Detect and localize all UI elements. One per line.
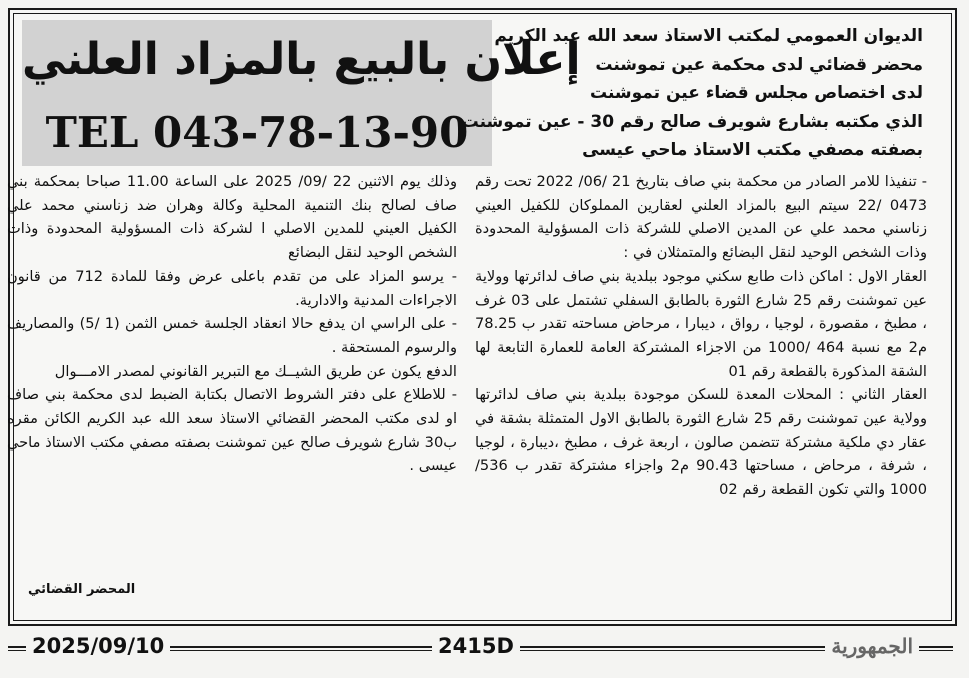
banner-phone: TEL 043-78-13-90 xyxy=(45,108,469,157)
banner-title: إعلان بالبيع بالمزاد العلني xyxy=(22,34,581,85)
announcement-banner xyxy=(22,20,581,166)
property-two-paragraph: العقار الثاني : المحلات المعدة للسكن موجودة ببلدية بني صاف لدائرتها وولاية عين تموشنت رقم 25 شارع الثورة بالطابق الاول المتمثلة بشقة في عقار دي ملكية مشتركة تتضمن صالون ، اربعة غرف ، مطبخ ،ديبارة ، لوجيا ، شرفة ، مرحاض ، مساحتها 90.43 م2 واجزاء مشتركة تقدر ب 536/ 1000 والتي تكون القطعة رقم 02 xyxy=(475,386,927,499)
newspaper-logo: الجمهورية xyxy=(825,632,919,660)
office-line: لدى اختصاص مجلس قضاء عين تموشنت xyxy=(589,83,923,103)
notice-code: 2415D xyxy=(432,632,520,660)
office-line: بصفته مصفي مكتب الاستاذ ماحي عيسى xyxy=(582,140,923,160)
order-paragraph: - تنفيذا للامر الصادر من محكمة بني صاف بتاريخ 21 /06/ 2022 تحت رقم 0473 /22 سيتم البيع بالمزاد العلني لعقارين المملوكان للكفيل العيني زناسني محمد علي عن المدين الاصلي للشركة ذات المسؤولية المحدودة وذات الشخص الوحيد لنقل البضائع والمتمثلان في : xyxy=(475,173,927,262)
bid-rule-paragraph: - يرسو المزاد على من تقدم باعلى عرض وفقا للمادة 712 من قانون الاجراءات المدنية والادارية. xyxy=(7,267,458,309)
bailiff-signature: المحضر القضائي xyxy=(28,582,136,597)
left-text-column xyxy=(7,170,457,478)
cheque-paragraph: الدفع يكون عن طريق الشيــك مع التبرير القانوني لمصدر الامـــوال xyxy=(54,362,457,380)
right-text-column xyxy=(475,170,927,502)
sale-date-paragraph: وذلك يوم الاثنين 22 /09/ 2025 على الساعة 11.00 صباحا بمحكمة بني صاف لصالح بنك التنمية المحلية وكالة وهران ضد زناسني محمد علي الكفيل العيني للمدين الاصلي ا لشركة ذات المسؤولية المحدودة وذات الشخص الوحيد لنقل البضائع xyxy=(7,173,458,262)
office-line: محضر قضائي لدى محكمة عين تموشنت xyxy=(595,54,923,75)
property-one-paragraph: العقار الاول : اماكن ذات طابع سكني موجود ببلدية بني صاف لدائرتها وولاية عين تموشنت رقم 25 شارع الثورة بالطابق السفلي تشتمل على 03 غرف ، مطبخ ، مقصورة ، لوجيا ، رواق ، ديبارا ، مرحاض مساحته تقدر ب 78.25 م2 مع نسبة 464 /1000 من الاجزاء المشتركة العامة للعمارة التابعة لها الشقة المذكورة بالقطعة رقم 01 xyxy=(475,267,928,380)
office-line: الذي مكتبه بشارع شويرف صالح رقم 30 - عين تموشنت xyxy=(461,111,923,132)
publication-date: 2025/09/10 xyxy=(26,632,170,660)
office-line: الديوان العمومي لمكتب الاستاذ سعد الله عبد الكريم xyxy=(494,26,923,46)
bailiff-office-header xyxy=(461,22,923,165)
contact-paragraph: - للاطلاع على دفتر الشروط الاتصال بكتابة الضبط لدى محكمة بني صاف او لدى مكتب المحضر القضائي الاستاذ سعد الله عبد الكريم الكائن مقره ب30 شارع شويرف صالح عين تموشنت بصفته مصفي مكتب الاستاذ ماحي عيسى . xyxy=(7,386,457,475)
payment-rule-paragraph: - على الراسي ان يدفع حالا انعقاد الجلسة خمس الثمن (1 /5) والمصاريف والرسوم المستحقة . xyxy=(7,315,457,356)
